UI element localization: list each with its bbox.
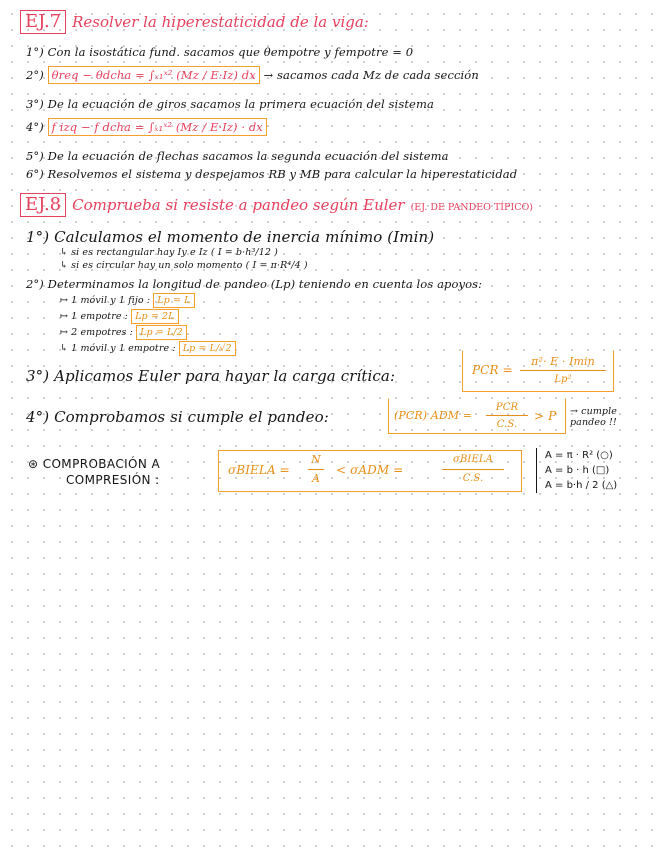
support-case-1 xyxy=(60,293,195,308)
step-number: 3°) xyxy=(26,367,50,385)
buckling-length-box: Lp = L/√2 xyxy=(179,341,236,356)
compression-title-2: COMPRESIÓN : xyxy=(66,473,160,487)
ej7-number: EJ.7 xyxy=(20,10,66,34)
buckling-result: → cumple pandeo !! xyxy=(570,406,617,428)
ej7-step-3 xyxy=(26,96,434,112)
ej8-title: Comprueba si resiste a pandeo según Euler xyxy=(72,196,405,214)
step-text: Resolvemos el sistema y despejamos RB y MB para calcular la hiperestaticidad xyxy=(47,167,518,181)
ej8-heading xyxy=(20,193,533,217)
fraction-bar xyxy=(520,370,606,371)
ej8-step-4 xyxy=(26,407,329,427)
compression-marker-line xyxy=(28,456,160,472)
inertia-rectangular: ↳ si es rectangular hay Iy e Iz ( I = b·h³/12 ) xyxy=(60,247,278,258)
ej7-step-6 xyxy=(26,166,517,182)
admissible-load-numerator: PCR xyxy=(495,402,519,413)
step-text: Determinamos la longitud de pandeo (Lp) teniendo en cuenta los apoyos: xyxy=(47,277,483,291)
step-number: 4°) xyxy=(26,408,50,426)
stress-numerator: N xyxy=(311,453,321,466)
step-number: 2°) xyxy=(26,68,44,82)
deflection-formula-box: f izq − f dcha = ∫ₓ₁ˣ² (Mz / E·Iz) · dx xyxy=(48,118,267,136)
rotation-formula-box: θreq − θdcha = ∫ₓ₁ˣ² (Mz / E·Iz) dx xyxy=(48,66,260,84)
step-text: Calculamos el momento de inercia mínimo (Imin) xyxy=(54,228,435,246)
step-number: 2°) xyxy=(26,277,44,291)
compression-marker: ⊛ xyxy=(28,457,39,471)
stress-denominator: A xyxy=(311,472,321,485)
fraction-bar xyxy=(308,469,324,470)
step-number: 1°) xyxy=(26,228,50,246)
ej7-step-1 xyxy=(26,44,413,60)
admissible-load-rhs: > P xyxy=(534,409,557,423)
support-label: ↦ 1 móvil y 1 fijo : xyxy=(60,295,151,306)
support-case-3 xyxy=(60,325,187,340)
step-number: 1°) xyxy=(26,45,44,59)
support-case-2 xyxy=(60,309,179,324)
step-text: Con la isostática fund. sacamos que θempotre y fempotre = 0 xyxy=(47,45,414,59)
step-text: De la ecuación de giros sacamos la primera ecuación del sistema xyxy=(47,97,434,111)
step-text: Comprobamos si cumple el pandeo: xyxy=(54,408,329,426)
area-triangle: A = b·h / 2 (△) xyxy=(545,480,618,491)
step-text: Aplicamos Euler para hayar la carga crítica: xyxy=(54,367,396,385)
step-text: → sacamos cada Mz de cada sección xyxy=(263,68,479,82)
area-circle: A = π · R² (○) xyxy=(545,450,613,461)
fraction-bar xyxy=(442,469,504,470)
buckling-length-box: Lp = 2L xyxy=(131,309,178,324)
step-text: De la ecuación de flechas sacamos la segunda ecuación del sistema xyxy=(47,149,449,163)
fraction-bar xyxy=(486,415,528,416)
ej8-step-3 xyxy=(26,366,395,386)
buckling-length-box: Lp = L xyxy=(153,293,194,308)
ej7-step-2 xyxy=(26,66,479,84)
ej7-step-4 xyxy=(26,118,267,136)
stress-lhs: σBIELA = xyxy=(228,463,290,477)
ej8-step-2 xyxy=(26,276,482,292)
step-number: 4°) xyxy=(26,120,44,134)
support-case-4 xyxy=(60,341,236,356)
area-formulas xyxy=(536,448,617,493)
step-number: 5°) xyxy=(26,149,44,163)
support-label: ↦ 1 empotre : xyxy=(60,311,128,322)
buckling-length-box: Lp = L/2 xyxy=(136,325,187,340)
inertia-circular: ↳ si es circular hay un solo momento ( I = π·R⁴/4 ) xyxy=(60,260,308,271)
area-rectangle: A = b · h (□) xyxy=(545,465,610,476)
ej8-number: EJ.8 xyxy=(20,193,66,217)
admissible-load-denominator: C.S. xyxy=(496,419,518,430)
admissible-stress-numerator: σBIELA xyxy=(453,454,493,465)
step-number: 3°) xyxy=(26,97,44,111)
support-label: ↳ 1 móvil y 1 empotre : xyxy=(60,343,176,354)
compression-title-1: COMPROBACIÓN A xyxy=(42,457,161,471)
step-number: 6°) xyxy=(26,167,44,181)
ej8-note: (EJ. DE PANDEO TÍPICO) xyxy=(410,202,533,213)
euler-denominator: Lp² xyxy=(554,374,572,385)
admissible-load-lhs: (PCR) ADM = xyxy=(394,409,473,422)
euler-lhs: PCR = xyxy=(472,363,513,377)
ej8-step-1 xyxy=(26,227,434,247)
euler-numerator: π²· E · Imin xyxy=(531,355,595,368)
support-label: ↦ 2 empotres : xyxy=(60,327,133,338)
stress-mid: < σADM = xyxy=(336,463,404,477)
ej7-title: Resolver la hiperestaticidad de la viga: xyxy=(72,13,369,31)
admissible-stress-denominator: C.S. xyxy=(462,473,484,484)
ej7-step-5 xyxy=(26,148,449,164)
ej7-heading xyxy=(20,10,369,34)
